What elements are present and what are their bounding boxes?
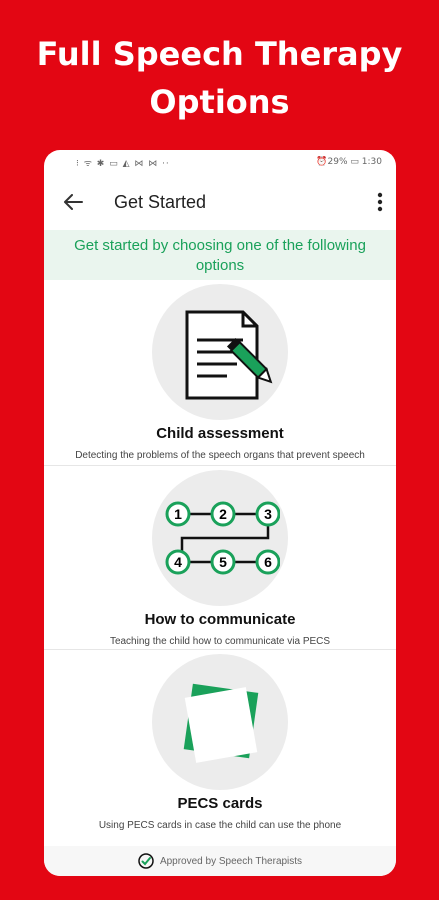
page-title: Get Started <box>114 191 207 212</box>
step-5-label: 5 <box>219 554 227 570</box>
arrow-left-icon <box>63 194 83 210</box>
step-3-label: 3 <box>264 506 272 522</box>
phone-screen <box>44 150 396 876</box>
approval-footer <box>44 846 396 876</box>
status-bar <box>44 150 396 174</box>
intro-line-2: options <box>195 257 245 274</box>
step-6-label: 6 <box>264 554 272 570</box>
intro-banner <box>44 230 396 280</box>
check-circle-icon <box>138 853 154 869</box>
option-card-child-assessment[interactable] <box>44 280 396 466</box>
steps-diagram-icon <box>160 498 280 578</box>
headline-line-2: Options <box>149 83 290 121</box>
status-battery-time: ⏰29% ▭ 1:30 <box>316 157 382 167</box>
cards-stack-icon <box>170 672 270 772</box>
document-pencil-icon <box>165 302 275 402</box>
status-icons: ⁝ ᯤ ✱ ▭ ◭ ⋈ ⋈ ·· <box>76 158 170 169</box>
card-description: Teaching the child how to communicate via PECS <box>109 636 331 647</box>
promo-headline <box>0 30 439 126</box>
step-1-label: 1 <box>174 506 182 522</box>
headline-line-1: Full Speech Therapy <box>36 35 403 73</box>
intro-line-1: Get started by choosing one of the following <box>74 237 366 254</box>
step-4-label: 4 <box>174 554 182 570</box>
assessment-illustration <box>152 284 288 420</box>
card-description: Detecting the problems of the speech organs that prevent speech <box>75 450 365 461</box>
pecs-illustration <box>152 654 288 790</box>
back-button[interactable] <box>44 174 102 230</box>
card-title: How to communicate <box>144 611 296 628</box>
step-2-label: 2 <box>219 506 227 522</box>
option-card-how-to-communicate[interactable] <box>44 466 396 650</box>
more-vertical-icon <box>377 192 383 212</box>
card-title: Child assessment <box>156 425 284 442</box>
app-bar <box>44 174 396 230</box>
approval-text: Approved by Speech Therapists <box>159 855 303 867</box>
communicate-illustration <box>152 470 288 606</box>
overflow-menu-button[interactable] <box>370 188 390 216</box>
card-description: Using PECS cards in case the child can use the phone <box>98 820 342 831</box>
card-title: PECS cards <box>177 795 263 812</box>
option-card-pecs-cards[interactable] <box>44 650 396 846</box>
